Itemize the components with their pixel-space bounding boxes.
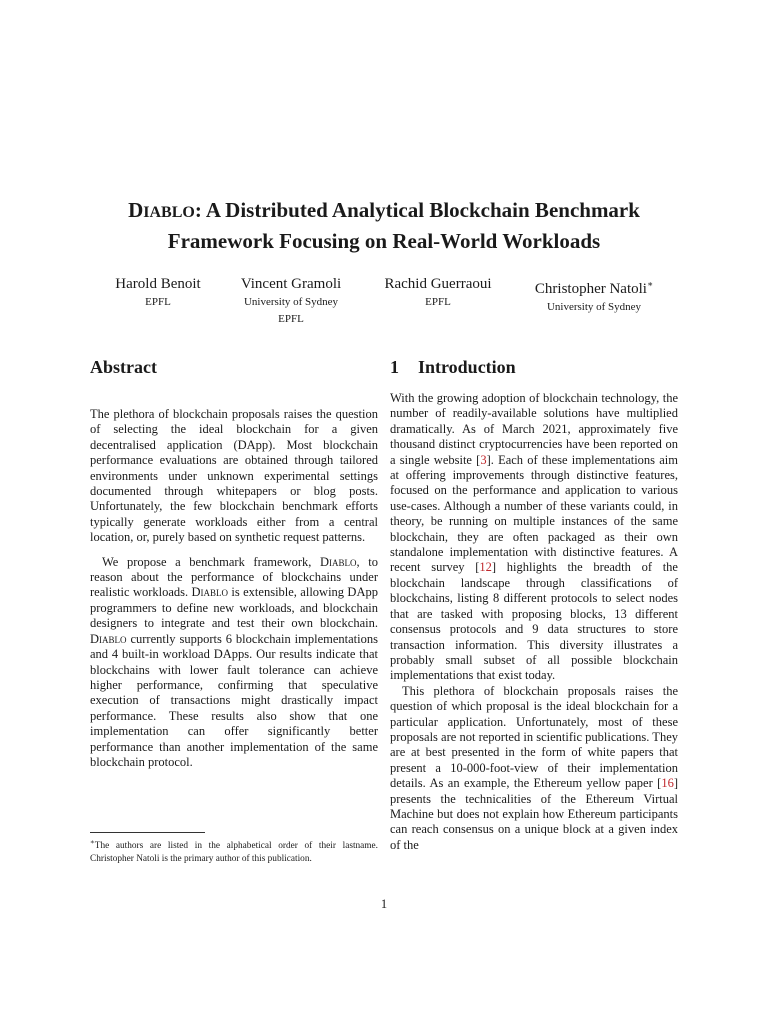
footnote-text: The authors are listed in the alphabetical order of their lastname. Christopher Natoli is the primary author of this publication. [90,841,378,864]
author-affiliation: University of Sydney [546,301,642,313]
page-number: 1 [380,897,388,911]
abstract-paragraph-1: The plethora of blockchain proposals raises the question of selecting the ideal blockchain for a given decentralised application (DApp). Most blockchain performance evaluations are obtained through tailored environments under unknown experimental settings documented through whitepapers or blog posts. Unfortunately, the few blockchain benchmark efforts typically generate workloads either from a central location, or, purely based on synthetic request patterns. [90,407,378,545]
text-run: This plethora of blockchain proposals raises the question of which proposal is the ideal blockchain for a particular application. Unfortunately, most of these proposals are not reported in scientific publications. They are at best presented in the form of white papers that present a 10-000-foot-view of their implementation details. As an example, the Ethereum yellow paper [ [390,683,678,791]
introduction-column [390,355,678,853]
abstract-heading: Abstract [90,357,157,377]
title-line2: Framework Focusing on Real-World Workloads [167,229,601,253]
text-run: currently supports 6 blockchain implementations and 4 built-in workload DApps. Our results indicate that blockchains with lower fault tolerance can achieve higher performance, confirming that speculative execution of transactions might drastically impact performance. These results also show that one implementation can offer significantly better performance than another implementation of the same blockchain protocol. [90,631,378,769]
author-name: Rachid Guerraoui [384,276,492,292]
section-title: Introduction [418,357,516,377]
author-gramoli [241,275,341,328]
author-affiliation: EPFL [425,296,451,308]
footnote [90,836,378,865]
section-number: 1 [390,357,399,377]
author-affiliation-2: EPFL [278,313,304,325]
author-name: Harold Benoit [115,276,201,292]
system-name: Diablo [90,631,127,646]
title-diablo-smallcaps: IABLO [143,204,195,221]
text-run: We propose a benchmark framework, [102,554,320,569]
author-list [0,275,768,335]
intro-paragraph-1 [390,391,678,684]
author-name: Christopher Natoli [534,281,647,297]
text-run: , to reason about the performance of blockchains under realistic workloads. [90,554,378,600]
system-name: Diablo [320,554,357,569]
paper-title [60,196,708,256]
text-run: is extensible, allowing DApp programmers to define new workloads, and blockchain designers to integrate and test their own blockchain. [90,585,378,631]
abstract-paragraph-2 [90,555,378,771]
text-run: ] presents the technicalities of the Ethereum Virtual Machine but does not explain how Ethereum participants can reach consensus on a unique block at a given index of the [390,776,678,852]
author-guerraoui [384,275,491,311]
system-name: Diablo [191,585,229,600]
author-natoli [535,275,653,316]
author-benoit [115,275,200,311]
citation-link[interactable]: 16 [661,776,674,791]
text-run: ]. Each of these implementations aim at offering improvements through distinctive features, focused on the performance and application to various use-cases. Although a number of these variants could, in theory, be running on multiple instances of the same blockchain, they are often packaged as their own standalone implementation with distinctive features. A recent survey [ [390,452,678,575]
footnote-mark: ∗ [90,838,95,846]
author-affiliation: University of Sydney [243,296,339,308]
text-run: ] highlights the breadth of the blockchain landscape through classifications of blockchains, listing 8 different protocols to select nodes that are tasked with proposing blocks, 13 different consensus protocols and 9 data structures to store transaction information. This diversity illustrates a probably small subset of all possible blockchain implementations that exist today. [390,560,678,683]
citation-link[interactable]: 12 [479,560,492,575]
title-line1-rest: : A Distributed Analytical Blockchain Benchmark [194,198,640,222]
author-name: Vincent Gramoli [240,276,342,292]
author-affiliation: EPFL [145,296,171,308]
footnote-divider [90,832,205,833]
author-name-wrap [535,275,653,299]
intro-paragraph-2 [390,684,678,853]
citation-link[interactable]: 3 [480,452,487,467]
title-diablo-initial: D [128,198,144,222]
introduction-heading [390,355,678,379]
footnote-mark: ∗ [646,279,654,289]
abstract-column [90,355,378,770]
text-run: With the growing adoption of blockchain technology, the number of readily-available solutions have multiplied dramatically. As of March 2021, approximately five thousand distinct cryptocurrencies have been reported on a single website [ [390,391,678,467]
